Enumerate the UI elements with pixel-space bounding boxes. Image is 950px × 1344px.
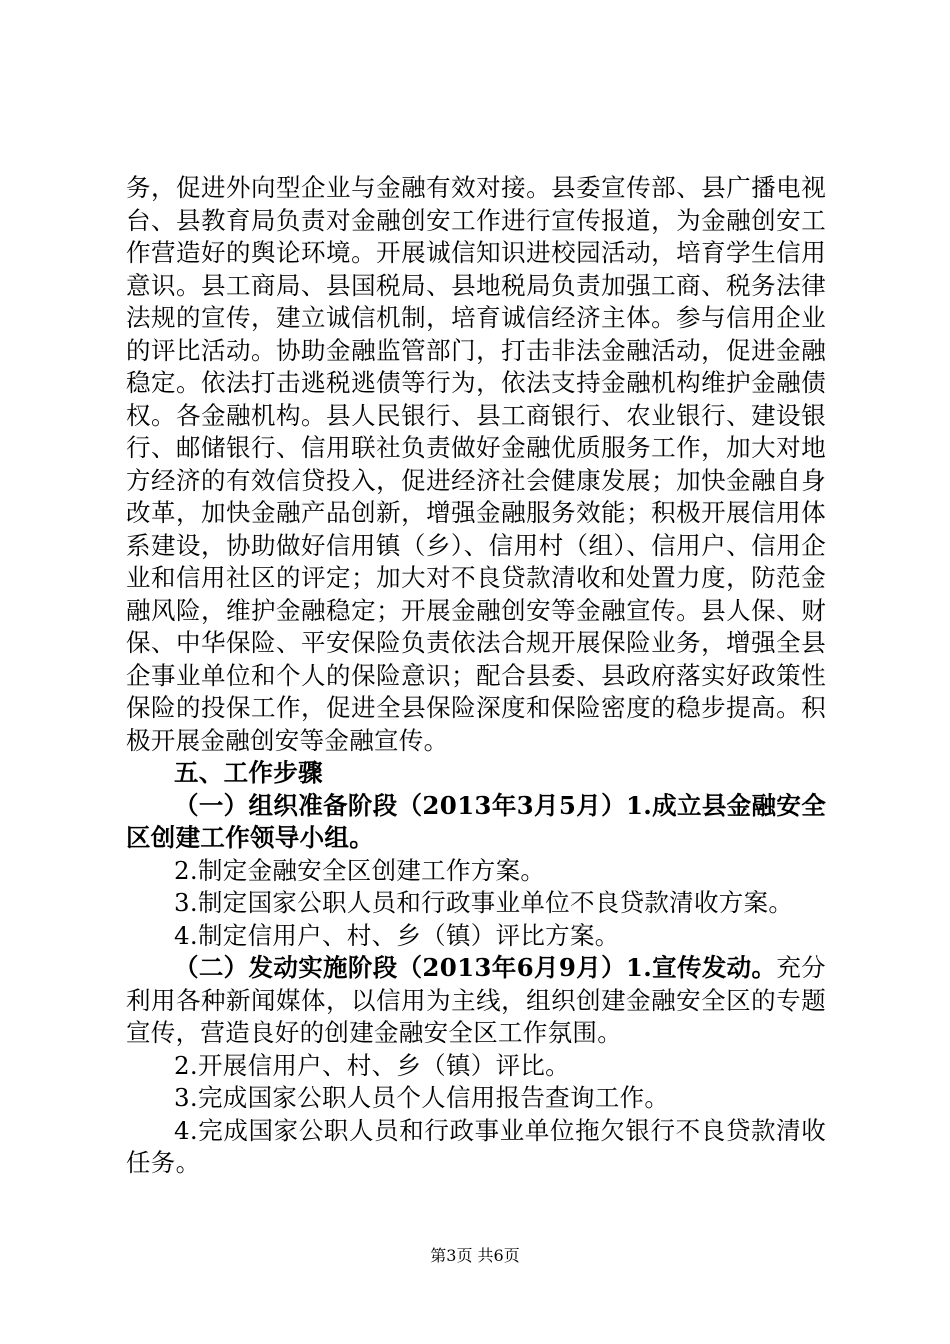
- page-number: 第3页 共6页: [430, 1246, 520, 1265]
- stage2-paragraph: [126, 952, 826, 1050]
- stage2-heading: （二）发动实施阶段（2013年6月9月）1.宣传发动。: [174, 953, 777, 982]
- paragraph-responsibilities: 务，促进外向型企业与金融有效对接。县委宣传部、县广播电视台、县教育局负责对金融创安工作进行宣传报道，为金融创安工作营造好的舆论环境。开展诚信知识进校园活动，培育学生信用意识。县工商局、县国税局、县地税局负责加强工商、税务法律法规的宣传，建立诚信机制，培育诚信经济主体。参与信用企业的评比活动。协助金融监管部门，打击非法金融活动，促进金融稳定。依法打击逃税逃债等行为，依法支持金融机构维护金融债权。各金融机构。县人民银行、县工商银行、农业银行、建设银行、邮储银行、信用联社负责做好金融优质服务工作，加大对地方经济的有效信贷投入，促进经济社会健康发展；加快金融自身改革，加快金融产品创新，增强金融服务效能；积极开展信用体系建设，协助做好信用镇（乡）、信用村（组）、信用户、信用企业和信用社区的评定；加大对不良贷款清收和处置力度，防范金融风险，维护金融稳定；开展金融创安等金融宣传。县人保、财保、中华保险、平安保险负责依法合规开展保险业务，增强全县企事业单位和个人的保险意识；配合县委、县政府落实好政策性保险的投保工作，促进全县保险深度和保险密度的稳步提高。积极开展金融创安等金融宣传。: [126, 173, 826, 755]
- stage2-item-4: 4.完成国家公职人员和行政事业单位拖欠银行不良贷款清收任务。: [126, 1115, 826, 1177]
- stage1-item-3: 3.制定国家公职人员和行政事业单位不良贷款清收方案。: [174, 888, 794, 917]
- stage1-heading: （一）组织准备阶段（2013年3月5月）1.成立县金融安全区创建工作领导小组。: [126, 790, 826, 852]
- stage1-item-4: 4.制定信用户、村、乡（镇）评比方案。: [174, 920, 620, 950]
- stage2-item-2: 2.开展信用户、村、乡（镇）评比。: [174, 1050, 570, 1080]
- stage2-text: 充分利用各种新闻媒体，以信用为主线，组织创建金融安全区的专题宣传，营造良好的创建金融安全区工作氛围。: [126, 953, 826, 1047]
- document-body: [126, 172, 826, 1180]
- stage2-item-3: 3.完成国家公职人员个人信用报告查询工作。: [174, 1083, 670, 1112]
- section-heading: 五、工作步骤: [174, 758, 323, 787]
- stage1-item-2: 2.制定金融安全区创建工作方案。: [174, 855, 546, 885]
